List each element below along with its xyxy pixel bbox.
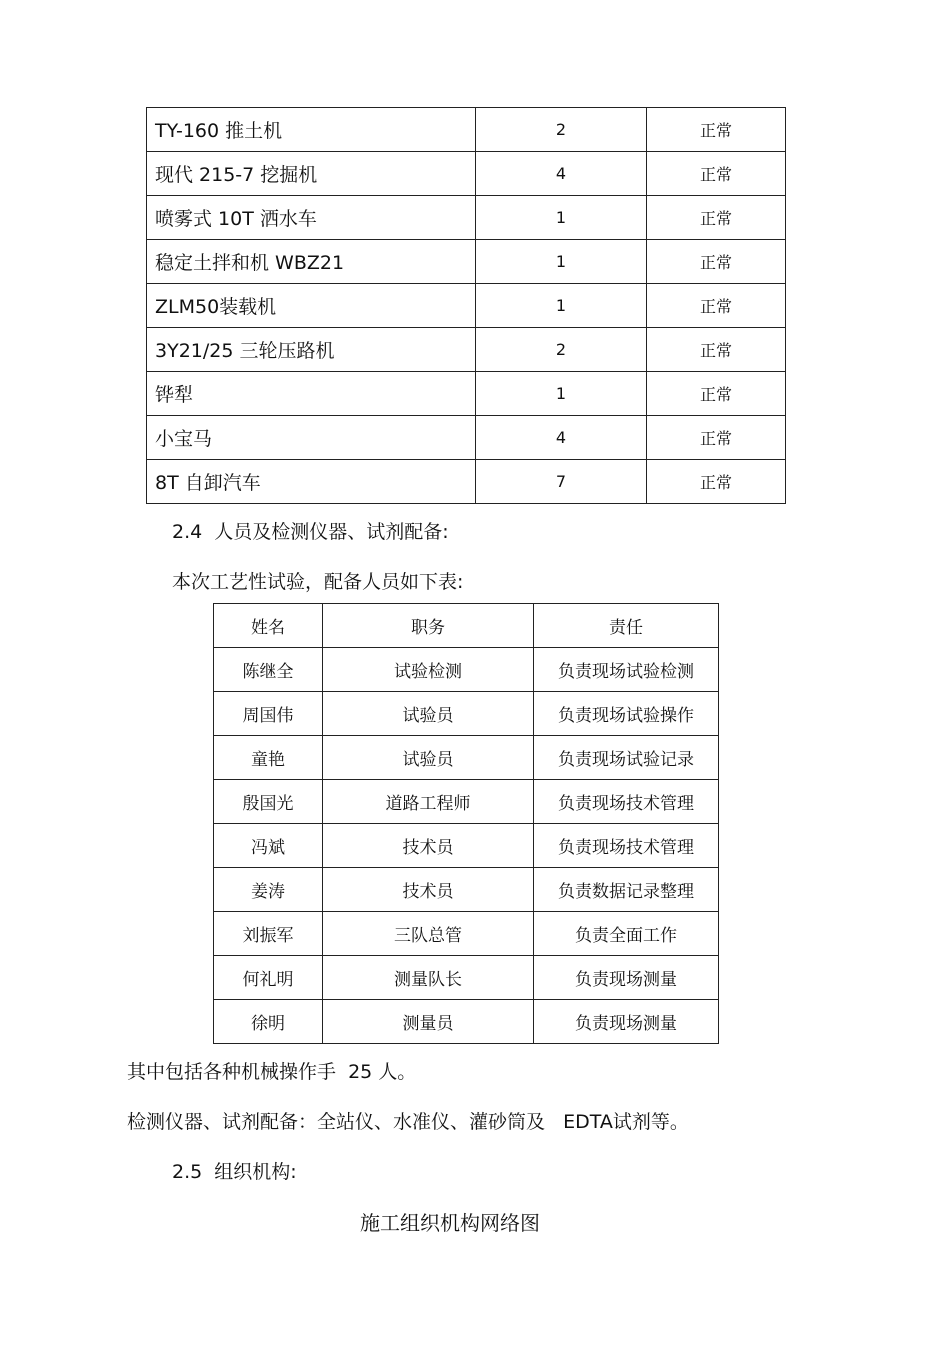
equipment-status-cell: 正常: [647, 328, 786, 372]
staff-row: [214, 780, 719, 824]
staff-duty-cell: 负责现场技术管理: [534, 824, 719, 868]
equipment-status-cell: 正常: [647, 284, 786, 328]
equipment-status-cell: 正常: [647, 196, 786, 240]
staff-duty-cell: 负责现场试验检测: [534, 648, 719, 692]
staff-position-cell: 试验员: [323, 736, 534, 780]
staff-header-row: [214, 604, 719, 648]
staff-row: [214, 1000, 719, 1044]
equipment-row: [147, 152, 786, 196]
staff-name-cell: 徐明: [214, 1000, 323, 1044]
staff-duty-cell: 负责现场试验操作: [534, 692, 719, 736]
header-position: 职务: [323, 604, 534, 648]
section-2-5-heading: 2.5 组织机构:: [172, 1161, 297, 1183]
staff-duty-cell: 负责现场技术管理: [534, 780, 719, 824]
staff-table: [213, 603, 719, 1044]
equipment-qty-cell: 4: [476, 152, 647, 196]
staff-name-cell: 陈继全: [214, 648, 323, 692]
equipment-status-cell: 正常: [647, 152, 786, 196]
staff-row: [214, 868, 719, 912]
staff-duty-cell: 负责全面工作: [534, 912, 719, 956]
staff-row: [214, 912, 719, 956]
diagram-title: 施工组织机构网络图: [360, 1211, 540, 1235]
equipment-qty-cell: 1: [476, 284, 647, 328]
staff-position-cell: 道路工程师: [323, 780, 534, 824]
staff-row: [214, 648, 719, 692]
equipment-name-cell: 小宝马: [147, 416, 476, 460]
equipment-status-cell: 正常: [647, 372, 786, 416]
equipment-row: [147, 108, 786, 152]
equipment-name-cell: ZLM50装载机: [147, 284, 476, 328]
staff-name-cell: 姜涛: [214, 868, 323, 912]
equipment-name-cell: 现代 215-7 挖掘机: [147, 152, 476, 196]
equipment-row: [147, 416, 786, 460]
staff-row: [214, 824, 719, 868]
staff-row: [214, 736, 719, 780]
equipment-row: [147, 284, 786, 328]
staff-duty-cell: 负责数据记录整理: [534, 868, 719, 912]
equipment-row: [147, 372, 786, 416]
equipment-qty-cell: 1: [476, 372, 647, 416]
instruments-note: 检测仪器、试剂配备：全站仪、水准仪、灌砂筒及 EDTA试剂等。: [127, 1111, 689, 1133]
equipment-row: [147, 196, 786, 240]
staff-name-cell: 殷国光: [214, 780, 323, 824]
equipment-name-cell: 铧犁: [147, 372, 476, 416]
staff-duty-cell: 负责现场测量: [534, 956, 719, 1000]
equipment-status-cell: 正常: [647, 108, 786, 152]
equipment-name-cell: 8T 自卸汽车: [147, 460, 476, 504]
staff-name-cell: 童艳: [214, 736, 323, 780]
staff-position-cell: 三队总管: [323, 912, 534, 956]
equipment-name-cell: TY-160 推土机: [147, 108, 476, 152]
equipment-name-cell: 喷雾式 10T 洒水车: [147, 196, 476, 240]
staff-row: [214, 692, 719, 736]
staff-position-cell: 技术员: [323, 824, 534, 868]
staff-duty-cell: 负责现场试验记录: [534, 736, 719, 780]
header-duty: 责任: [534, 604, 719, 648]
equipment-qty-cell: 4: [476, 416, 647, 460]
equipment-name-cell: 3Y21/25 三轮压路机: [147, 328, 476, 372]
staff-position-cell: 测量员: [323, 1000, 534, 1044]
equipment-row: [147, 328, 786, 372]
equipment-qty-cell: 1: [476, 196, 647, 240]
equipment-qty-cell: 2: [476, 328, 647, 372]
equipment-row: [147, 240, 786, 284]
equipment-name-cell: 稳定土拌和机 WBZ21: [147, 240, 476, 284]
staff-name-cell: 刘振军: [214, 912, 323, 956]
equipment-status-cell: 正常: [647, 416, 786, 460]
equipment-status-cell: 正常: [647, 460, 786, 504]
staff-position-cell: 试验检测: [323, 648, 534, 692]
staff-position-cell: 试验员: [323, 692, 534, 736]
staff-name-cell: 何礼明: [214, 956, 323, 1000]
staff-row: [214, 956, 719, 1000]
header-name: 姓名: [214, 604, 323, 648]
staff-position-cell: 技术员: [323, 868, 534, 912]
staff-duty-cell: 负责现场测量: [534, 1000, 719, 1044]
staff-position-cell: 测量队长: [323, 956, 534, 1000]
operators-note: 其中包括各种机械操作手 25 人。: [127, 1061, 417, 1083]
equipment-qty-cell: 1: [476, 240, 647, 284]
equipment-row: [147, 460, 786, 504]
equipment-qty-cell: 7: [476, 460, 647, 504]
equipment-table: [146, 107, 786, 504]
staff-name-cell: 周国伟: [214, 692, 323, 736]
equipment-status-cell: 正常: [647, 240, 786, 284]
section-2-4-heading: 2.4 人员及检测仪器、试剂配备:: [172, 521, 449, 543]
equipment-qty-cell: 2: [476, 108, 647, 152]
staff-intro-text: 本次工艺性试验，配备人员如下表:: [172, 571, 464, 593]
staff-name-cell: 冯斌: [214, 824, 323, 868]
